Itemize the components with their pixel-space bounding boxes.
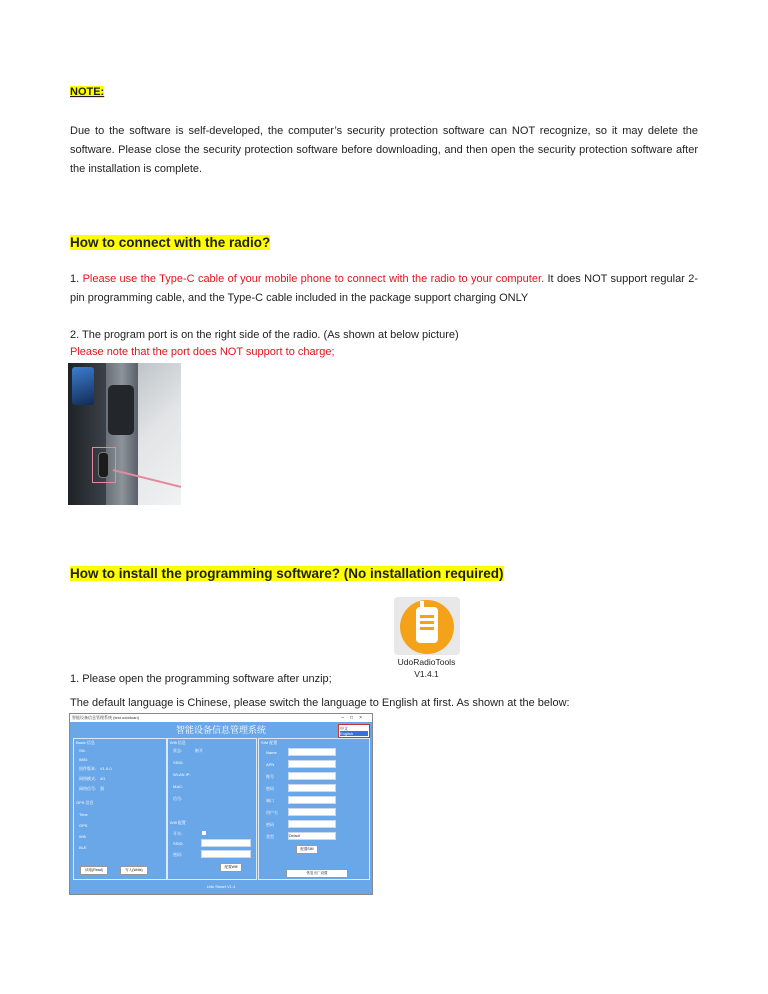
udoradiotools-app-icon[interactable]: [392, 597, 461, 679]
sim-account-input[interactable]: [288, 772, 336, 780]
lang-option-english[interactable]: English: [340, 731, 368, 736]
window-titlebar: 智能设备信息管理系统 (test.udoduan) –□×: [70, 714, 372, 722]
software-title: 智能设备信息管理系统: [175, 726, 266, 736]
config-sim-button[interactable]: 配置SIM: [296, 845, 318, 854]
sim-port-input[interactable]: [288, 796, 336, 804]
read-button[interactable]: 读取(Read): [80, 866, 108, 875]
sim-name-input[interactable]: [288, 748, 336, 756]
type-c-port-icon: [98, 452, 109, 478]
install-heading: How to install the programming software? (No installation required): [70, 566, 504, 581]
app-icon-name: UdoRadioTools: [397, 657, 456, 667]
radio-icon: [394, 597, 460, 655]
sim-type-select[interactable]: Default: [288, 832, 336, 840]
software-screenshot: 智能设备信息管理系统 (test.udoduan) –□× 智能设备信息管理系统 中文 English Basic 信息 SN: IMEI: 固件版本: V1.0.0 网络模式: 4G 网络信号: 强 GPS 信息 Time GPS Wifi BLE 读取(Read) 写入(Write) Wifi 信息 状态: 断开 SSID: WLAN IP: MAC: 信号: Wifi 配置 开关: SSID: 密码: 配置Wifi SIM 配置 Name APN 账号 密码 端口 用户名 密码 类型 Default 配置SIM 恢复出厂设置 Udo Smart V1.4: [69, 713, 373, 895]
radio-port-photo: [68, 363, 181, 505]
note-text: Due to the software is self-developed, the computer’s security protection software can NOT recognize, so it may delete the software. Please close the security protection software before downloading, and then open the security protection software after the installation is complete.: [70, 125, 698, 175]
connect-step-2: 2. The program port is on the right side of the radio. (As shown at below picture): [70, 329, 459, 341]
radio-side-button: [108, 385, 134, 435]
lang-option-chinese[interactable]: 中文: [340, 726, 348, 731]
write-button[interactable]: 写入(Write): [120, 866, 148, 875]
software-footer: Udo Smart V1.4: [206, 884, 236, 889]
wifi-ssid-input[interactable]: [201, 839, 251, 847]
sim-password-input[interactable]: [288, 784, 336, 792]
sim-apn-input[interactable]: [288, 760, 336, 768]
note-label: NOTE:: [70, 86, 105, 98]
install-step-1: 1. Please open the programming software after unzip;: [70, 673, 332, 685]
wifi-password-input[interactable]: [201, 850, 251, 858]
sim-password2-input[interactable]: [288, 820, 336, 828]
connect-heading: How to connect with the radio?: [70, 235, 271, 250]
language-note: The default language is Chinese, please switch the language to English at first. As shown at the below:: [70, 697, 570, 709]
connect-step-1: 1. Please use the Type-C cable of your mobile phone to connect with the radio to your computer. It does NOT support regular 2-pin programming cable, and the Type-C cable included in the package support charging ONLY: [70, 273, 698, 304]
charge-warning: Please note that the port does NOT support to charge;: [70, 346, 335, 358]
factory-reset-button[interactable]: 恢复出厂设置: [286, 869, 348, 878]
sim-username-input[interactable]: [288, 808, 336, 816]
language-dropdown[interactable]: [338, 724, 370, 738]
step-1-highlight: Please use the Type-C cable of your mobile phone to connect with the radio to your computer.: [82, 273, 545, 285]
app-icon-version: V1.4.1: [414, 669, 439, 679]
config-wifi-button[interactable]: 配置Wifi: [220, 863, 242, 872]
wifi-switch-checkbox[interactable]: [202, 831, 206, 835]
